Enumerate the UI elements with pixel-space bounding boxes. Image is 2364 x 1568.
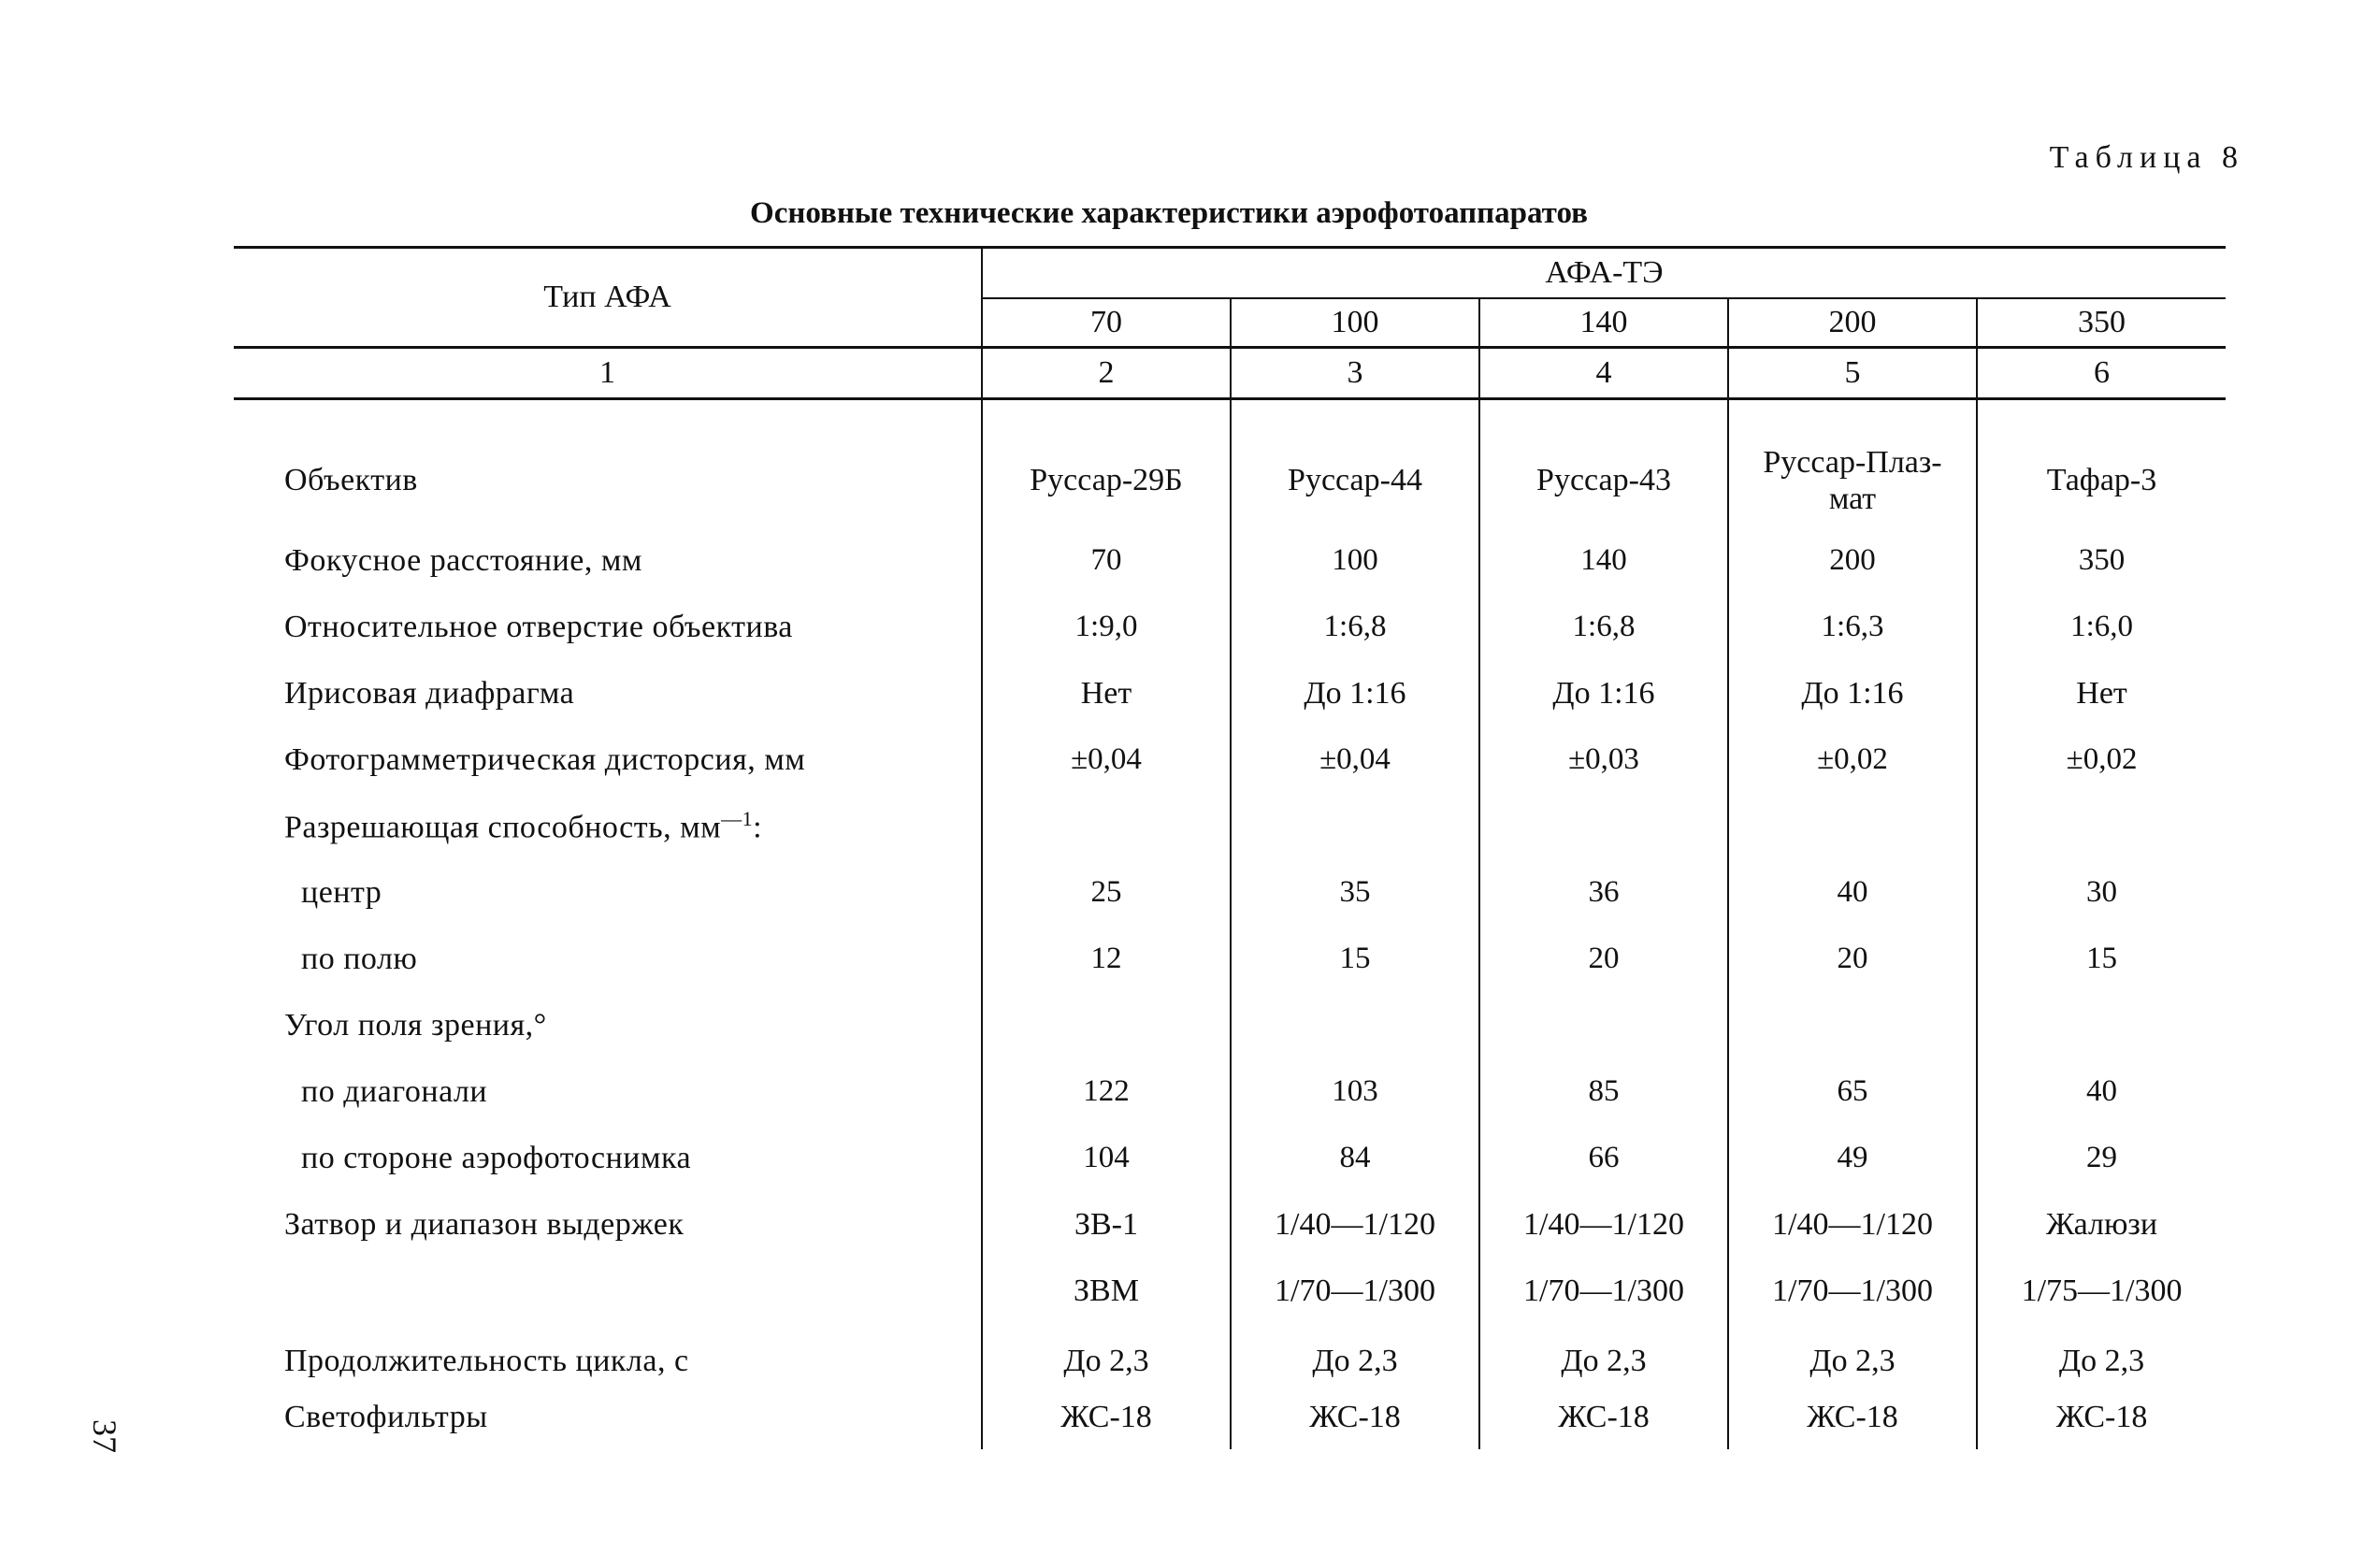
cell-value [1231, 793, 1479, 859]
cell-value-line: Руссар-Плаз- [1763, 444, 1942, 480]
table-row [234, 1125, 2226, 1191]
row-label-text: Разрешающая способность, мм [284, 810, 722, 845]
specs-table [234, 246, 2226, 1449]
cell-value: 350 [1977, 527, 2226, 594]
row-label [234, 793, 982, 859]
header-group-afa-te: АФА-ТЭ [982, 248, 2226, 299]
cell-value: 1/40—1/120 [1728, 1191, 1977, 1258]
row-label: по диагонали [301, 1073, 488, 1109]
cell-value: ЖС-18 [1479, 1399, 1728, 1449]
cell-value: 36 [1479, 859, 1728, 926]
row-label: центр [301, 874, 382, 910]
cell-value: До 2,3 [1977, 1324, 2226, 1399]
row-label: по полю [301, 941, 418, 976]
row-label: Фотограмметрическая дисторсия, мм [284, 741, 806, 777]
cell-value: 25 [982, 859, 1231, 926]
table-title: Основные технические характеристики аэрофотоаппаратов [750, 196, 1588, 230]
table-row [234, 1258, 2226, 1324]
table-row [234, 726, 2226, 793]
header-model: 140 [1479, 298, 1728, 348]
cell-value-line: мат [1828, 482, 1877, 516]
cell-value: 1/70—1/300 [1728, 1258, 1977, 1324]
cell-value: 100 [1231, 527, 1479, 594]
column-number: 2 [982, 348, 1231, 399]
cell-value: ±0,04 [982, 726, 1231, 793]
cell-value: 66 [1479, 1125, 1728, 1191]
cell-value [982, 992, 1231, 1058]
row-label: Относительное отверстие объектива [284, 609, 793, 644]
cell-value: До 2,3 [1479, 1324, 1728, 1399]
table-row [234, 527, 2226, 594]
cell-value: 20 [1728, 926, 1977, 992]
header-model: 350 [1977, 298, 2226, 348]
table-row [234, 434, 2226, 527]
cell-value: До 1:16 [1728, 660, 1977, 726]
table-row [234, 1399, 2226, 1449]
cell-value: 40 [1728, 859, 1977, 926]
cell-value: До 1:16 [1231, 660, 1479, 726]
cell-value: Нет [982, 660, 1231, 726]
cell-value [1231, 992, 1479, 1058]
cell-value: 15 [1977, 926, 2226, 992]
row-label-superscript: —1 [721, 806, 754, 830]
table-row [234, 1058, 2226, 1125]
cell-value: ЖС-18 [1728, 1399, 1977, 1449]
cell-value: 1/40—1/120 [1479, 1191, 1728, 1258]
row-label: Объектив [284, 463, 418, 498]
cell-value [982, 793, 1231, 859]
cell-value: 30 [1977, 859, 2226, 926]
cell-value: 85 [1479, 1058, 1728, 1125]
cell-value: 20 [1479, 926, 1728, 992]
cell-value: 103 [1231, 1058, 1479, 1125]
cell-value: 200 [1728, 527, 1977, 594]
header-model: 100 [1231, 298, 1479, 348]
cell-value [1479, 992, 1728, 1058]
cell-value: 1/70—1/300 [1231, 1258, 1479, 1324]
header-model: 70 [982, 298, 1231, 348]
cell-value: 29 [1977, 1125, 2226, 1191]
column-number: 6 [1977, 348, 2226, 399]
cell-value: До 2,3 [1231, 1324, 1479, 1399]
cell-value: ЖС-18 [982, 1399, 1231, 1449]
cell-value: 15 [1231, 926, 1479, 992]
cell-value: 49 [1728, 1125, 1977, 1191]
cell-value: 1:6,0 [1977, 594, 2226, 660]
row-label: Угол поля зрения,° [284, 1007, 547, 1043]
row-label: Светофильтры [284, 1400, 488, 1434]
cell-value [1728, 434, 1977, 527]
table-row [234, 926, 2226, 992]
cell-value: Нет [1977, 660, 2226, 726]
cell-value [1728, 992, 1977, 1058]
row-label: по стороне аэрофотоснимка [301, 1140, 692, 1175]
row-label-suffix: : [753, 810, 763, 845]
header-model: 200 [1728, 298, 1977, 348]
cell-value: До 2,3 [1728, 1324, 1977, 1399]
cell-value: Руссар-29Б [982, 434, 1231, 527]
cell-value: Руссар-43 [1479, 434, 1728, 527]
cell-value: ±0,03 [1479, 726, 1728, 793]
table-row [234, 859, 2226, 926]
cell-value: 1:6,3 [1728, 594, 1977, 660]
cell-value: 65 [1728, 1058, 1977, 1125]
cell-value: 84 [1231, 1125, 1479, 1191]
cell-value [1977, 793, 2226, 859]
row-label: Затвор и диапазон выдержек [284, 1206, 685, 1242]
cell-value: 40 [1977, 1058, 2226, 1125]
header-type-afa: Тип АФА [234, 248, 982, 348]
cell-value: 104 [982, 1125, 1231, 1191]
cell-value: 70 [982, 527, 1231, 594]
cell-value: ±0,04 [1231, 726, 1479, 793]
cell-value: Жалюзи [1977, 1191, 2226, 1258]
cell-value: 1/75—1/300 [1977, 1258, 2226, 1324]
table-row [234, 793, 2226, 859]
cell-value: ±0,02 [1977, 726, 2226, 793]
cell-value: ЖС-18 [1977, 1399, 2226, 1449]
table-row [234, 660, 2226, 726]
cell-value: До 2,3 [982, 1324, 1231, 1399]
cell-value: 35 [1231, 859, 1479, 926]
row-label [234, 1258, 982, 1324]
row-label: Фокусное расстояние, мм [284, 542, 642, 578]
cell-value [1479, 793, 1728, 859]
table-row [234, 594, 2226, 660]
column-number: 4 [1479, 348, 1728, 399]
row-label: Ирисовая диафрагма [284, 675, 575, 711]
cell-value: ЗВМ [982, 1258, 1231, 1324]
table-row [234, 1191, 2226, 1258]
cell-value: Руссар-44 [1231, 434, 1479, 527]
row-label: Продолжительность цикла, с [284, 1344, 689, 1379]
cell-value: 1:6,8 [1479, 594, 1728, 660]
cell-value: Тафар-3 [1977, 434, 2226, 527]
cell-value: 12 [982, 926, 1231, 992]
cell-value: 140 [1479, 527, 1728, 594]
cell-value: ЗВ-1 [982, 1191, 1231, 1258]
cell-value: ±0,02 [1728, 726, 1977, 793]
cell-value: ЖС-18 [1231, 1399, 1479, 1449]
page-number: 37 [86, 1419, 123, 1453]
column-number: 5 [1728, 348, 1977, 399]
cell-value [1728, 793, 1977, 859]
table-number: Таблица 8 [2049, 140, 2244, 175]
cell-value: 122 [982, 1058, 1231, 1125]
column-number: 1 [234, 348, 982, 399]
cell-value: 1/70—1/300 [1479, 1258, 1728, 1324]
cell-value: 1:6,8 [1231, 594, 1479, 660]
cell-value: 1/40—1/120 [1231, 1191, 1479, 1258]
cell-value: До 1:16 [1479, 660, 1728, 726]
column-number: 3 [1231, 348, 1479, 399]
cell-value: 1:9,0 [982, 594, 1231, 660]
cell-value [1977, 992, 2226, 1058]
table-row [234, 1324, 2226, 1399]
table-row [234, 992, 2226, 1058]
